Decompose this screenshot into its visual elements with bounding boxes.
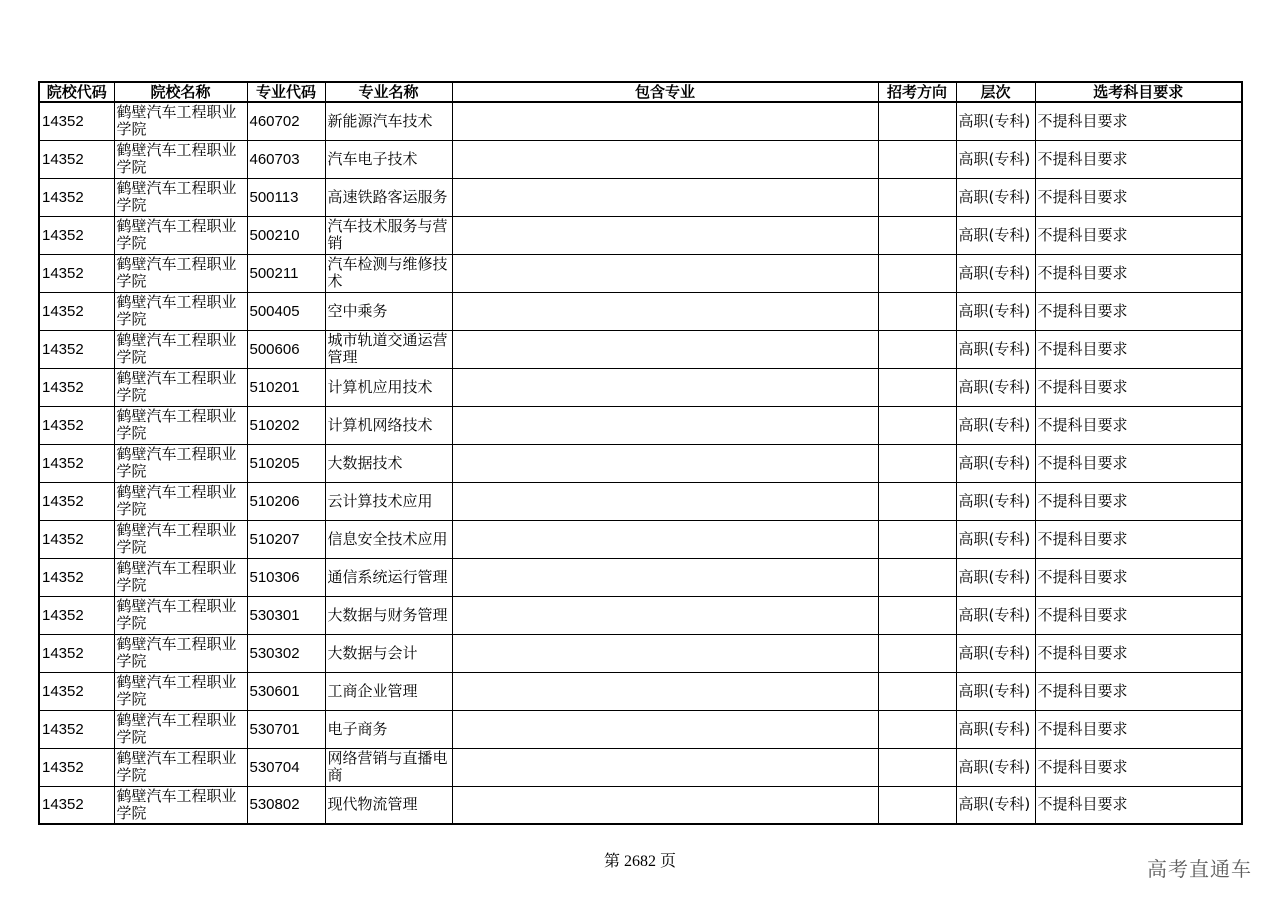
cell-subject-requirement: 不提科目要求 xyxy=(1035,254,1242,292)
cell-major-name: 高速铁路客运服务 xyxy=(325,178,452,216)
cell-school-name: 鹤壁汽车工程职业学院 xyxy=(114,368,247,406)
cell-included-majors xyxy=(452,520,878,558)
cell-major-code: 500113 xyxy=(247,178,325,216)
cell-school-code: 14352 xyxy=(39,254,114,292)
cell-subject-requirement: 不提科目要求 xyxy=(1035,520,1242,558)
table-row xyxy=(39,292,1242,330)
cell-included-majors xyxy=(452,558,878,596)
cell-subject-requirement: 不提科目要求 xyxy=(1035,786,1242,824)
cell-school-name: 鹤壁汽车工程职业学院 xyxy=(114,178,247,216)
cell-included-majors xyxy=(452,710,878,748)
cell-major-code: 530802 xyxy=(247,786,325,824)
cell-direction xyxy=(878,330,956,368)
cell-school-code: 14352 xyxy=(39,102,114,140)
cell-school-name: 鹤壁汽车工程职业学院 xyxy=(114,444,247,482)
cell-major-code: 510206 xyxy=(247,482,325,520)
cell-level: 高职(专科) xyxy=(956,102,1035,140)
cell-subject-requirement: 不提科目要求 xyxy=(1035,710,1242,748)
table-row xyxy=(39,330,1242,368)
cell-major-code: 530301 xyxy=(247,596,325,634)
table-row xyxy=(39,672,1242,710)
cell-direction xyxy=(878,178,956,216)
cell-major-code: 510205 xyxy=(247,444,325,482)
watermark: 高考直通车 xyxy=(1147,857,1252,881)
cell-major-code: 510207 xyxy=(247,520,325,558)
cell-subject-requirement: 不提科目要求 xyxy=(1035,368,1242,406)
cell-included-majors xyxy=(452,634,878,672)
cell-major-code: 510201 xyxy=(247,368,325,406)
header-subject-requirement: 选考科目要求 xyxy=(1035,82,1242,102)
cell-included-majors xyxy=(452,178,878,216)
cell-subject-requirement: 不提科目要求 xyxy=(1035,330,1242,368)
cell-direction xyxy=(878,406,956,444)
header-included-majors: 包含专业 xyxy=(452,82,878,102)
cell-subject-requirement: 不提科目要求 xyxy=(1035,748,1242,786)
cell-school-code: 14352 xyxy=(39,216,114,254)
cell-major-name: 云计算技术应用 xyxy=(325,482,452,520)
cell-subject-requirement: 不提科目要求 xyxy=(1035,672,1242,710)
cell-direction xyxy=(878,368,956,406)
cell-level: 高职(专科) xyxy=(956,254,1035,292)
cell-school-code: 14352 xyxy=(39,368,114,406)
cell-level: 高职(专科) xyxy=(956,748,1035,786)
cell-direction xyxy=(878,254,956,292)
cell-direction xyxy=(878,482,956,520)
table-row xyxy=(39,406,1242,444)
cell-direction xyxy=(878,596,956,634)
cell-school-code: 14352 xyxy=(39,672,114,710)
cell-major-name: 空中乘务 xyxy=(325,292,452,330)
cell-level: 高职(专科) xyxy=(956,178,1035,216)
cell-included-majors xyxy=(452,330,878,368)
cell-school-code: 14352 xyxy=(39,178,114,216)
cell-level: 高职(专科) xyxy=(956,672,1035,710)
cell-major-name: 电子商务 xyxy=(325,710,452,748)
cell-school-code: 14352 xyxy=(39,520,114,558)
cell-direction xyxy=(878,558,956,596)
cell-school-name: 鹤壁汽车工程职业学院 xyxy=(114,140,247,178)
header-major-name: 专业名称 xyxy=(325,82,452,102)
cell-school-name: 鹤壁汽车工程职业学院 xyxy=(114,710,247,748)
header-school-code: 院校代码 xyxy=(39,82,114,102)
cell-major-name: 计算机网络技术 xyxy=(325,406,452,444)
cell-major-name: 大数据技术 xyxy=(325,444,452,482)
cell-school-name: 鹤壁汽车工程职业学院 xyxy=(114,406,247,444)
table-body xyxy=(39,102,1242,824)
cell-level: 高职(专科) xyxy=(956,368,1035,406)
cell-school-name: 鹤壁汽车工程职业学院 xyxy=(114,520,247,558)
cell-major-name: 汽车技术服务与营销 xyxy=(325,216,452,254)
cell-major-name: 汽车电子技术 xyxy=(325,140,452,178)
cell-major-name: 城市轨道交通运营管理 xyxy=(325,330,452,368)
cell-subject-requirement: 不提科目要求 xyxy=(1035,444,1242,482)
cell-major-name: 大数据与会计 xyxy=(325,634,452,672)
majors-table xyxy=(38,81,1243,825)
cell-direction xyxy=(878,140,956,178)
cell-level: 高职(专科) xyxy=(956,482,1035,520)
cell-major-name: 工商企业管理 xyxy=(325,672,452,710)
cell-school-name: 鹤壁汽车工程职业学院 xyxy=(114,748,247,786)
cell-included-majors xyxy=(452,482,878,520)
cell-school-name: 鹤壁汽车工程职业学院 xyxy=(114,330,247,368)
table-row xyxy=(39,216,1242,254)
table-row xyxy=(39,634,1242,672)
header-level: 层次 xyxy=(956,82,1035,102)
cell-included-majors xyxy=(452,672,878,710)
cell-level: 高职(专科) xyxy=(956,406,1035,444)
cell-major-name: 大数据与财务管理 xyxy=(325,596,452,634)
cell-subject-requirement: 不提科目要求 xyxy=(1035,292,1242,330)
cell-major-name: 信息安全技术应用 xyxy=(325,520,452,558)
cell-direction xyxy=(878,748,956,786)
cell-school-name: 鹤壁汽车工程职业学院 xyxy=(114,672,247,710)
cell-included-majors xyxy=(452,368,878,406)
table-row xyxy=(39,254,1242,292)
cell-direction xyxy=(878,102,956,140)
page-number: 第 2682 页 xyxy=(603,853,676,870)
table-row xyxy=(39,558,1242,596)
cell-major-name: 现代物流管理 xyxy=(325,786,452,824)
cell-school-code: 14352 xyxy=(39,596,114,634)
cell-subject-requirement: 不提科目要求 xyxy=(1035,216,1242,254)
cell-subject-requirement: 不提科目要求 xyxy=(1035,406,1242,444)
table-row xyxy=(39,596,1242,634)
cell-included-majors xyxy=(452,102,878,140)
cell-school-code: 14352 xyxy=(39,634,114,672)
cell-direction xyxy=(878,444,956,482)
cell-level: 高职(专科) xyxy=(956,216,1035,254)
cell-school-name: 鹤壁汽车工程职业学院 xyxy=(114,558,247,596)
cell-school-code: 14352 xyxy=(39,710,114,748)
cell-level: 高职(专科) xyxy=(956,786,1035,824)
table-row xyxy=(39,368,1242,406)
cell-major-code: 530601 xyxy=(247,672,325,710)
cell-major-name: 计算机应用技术 xyxy=(325,368,452,406)
table-row xyxy=(39,140,1242,178)
cell-included-majors xyxy=(452,254,878,292)
cell-school-name: 鹤壁汽车工程职业学院 xyxy=(114,786,247,824)
cell-major-code: 510306 xyxy=(247,558,325,596)
cell-included-majors xyxy=(452,596,878,634)
cell-major-code: 460702 xyxy=(247,102,325,140)
cell-school-code: 14352 xyxy=(39,330,114,368)
cell-level: 高职(专科) xyxy=(956,520,1035,558)
cell-subject-requirement: 不提科目要求 xyxy=(1035,178,1242,216)
cell-direction xyxy=(878,710,956,748)
cell-major-code: 510202 xyxy=(247,406,325,444)
cell-level: 高职(专科) xyxy=(956,558,1035,596)
cell-major-name: 新能源汽车技术 xyxy=(325,102,452,140)
cell-subject-requirement: 不提科目要求 xyxy=(1035,482,1242,520)
header-direction: 招考方向 xyxy=(878,82,956,102)
cell-school-code: 14352 xyxy=(39,482,114,520)
cell-major-code: 530302 xyxy=(247,634,325,672)
cell-direction xyxy=(878,520,956,558)
cell-school-code: 14352 xyxy=(39,444,114,482)
cell-major-code: 500606 xyxy=(247,330,325,368)
cell-major-code: 500211 xyxy=(247,254,325,292)
cell-school-code: 14352 xyxy=(39,140,114,178)
cell-subject-requirement: 不提科目要求 xyxy=(1035,140,1242,178)
cell-school-code: 14352 xyxy=(39,748,114,786)
cell-subject-requirement: 不提科目要求 xyxy=(1035,102,1242,140)
table-row xyxy=(39,102,1242,140)
cell-level: 高职(专科) xyxy=(956,596,1035,634)
cell-subject-requirement: 不提科目要求 xyxy=(1035,634,1242,672)
cell-level: 高职(专科) xyxy=(956,634,1035,672)
cell-included-majors xyxy=(452,140,878,178)
table-row xyxy=(39,178,1242,216)
cell-direction xyxy=(878,786,956,824)
cell-level: 高职(专科) xyxy=(956,710,1035,748)
cell-subject-requirement: 不提科目要求 xyxy=(1035,596,1242,634)
cell-major-code: 460703 xyxy=(247,140,325,178)
cell-school-name: 鹤壁汽车工程职业学院 xyxy=(114,292,247,330)
header-major-code: 专业代码 xyxy=(247,82,325,102)
cell-direction xyxy=(878,634,956,672)
cell-level: 高职(专科) xyxy=(956,140,1035,178)
cell-level: 高职(专科) xyxy=(956,444,1035,482)
cell-school-name: 鹤壁汽车工程职业学院 xyxy=(114,634,247,672)
table-row xyxy=(39,710,1242,748)
cell-school-code: 14352 xyxy=(39,558,114,596)
cell-school-code: 14352 xyxy=(39,406,114,444)
header-row xyxy=(39,82,1242,102)
table-row xyxy=(39,482,1242,520)
table-row xyxy=(39,748,1242,786)
cell-level: 高职(专科) xyxy=(956,292,1035,330)
cell-school-name: 鹤壁汽车工程职业学院 xyxy=(114,596,247,634)
cell-direction xyxy=(878,216,956,254)
cell-major-name: 通信系统运行管理 xyxy=(325,558,452,596)
table-row xyxy=(39,444,1242,482)
cell-direction xyxy=(878,292,956,330)
cell-school-code: 14352 xyxy=(39,786,114,824)
cell-major-name: 汽车检测与维修技术 xyxy=(325,254,452,292)
cell-major-name: 网络营销与直播电商 xyxy=(325,748,452,786)
cell-included-majors xyxy=(452,444,878,482)
table-row xyxy=(39,520,1242,558)
cell-included-majors xyxy=(452,216,878,254)
cell-major-code: 530704 xyxy=(247,748,325,786)
cell-school-name: 鹤壁汽车工程职业学院 xyxy=(114,482,247,520)
cell-school-name: 鹤壁汽车工程职业学院 xyxy=(114,254,247,292)
cell-school-name: 鹤壁汽车工程职业学院 xyxy=(114,102,247,140)
cell-school-name: 鹤壁汽车工程职业学院 xyxy=(114,216,247,254)
cell-level: 高职(专科) xyxy=(956,330,1035,368)
cell-major-code: 500210 xyxy=(247,216,325,254)
cell-included-majors xyxy=(452,292,878,330)
cell-school-code: 14352 xyxy=(39,292,114,330)
cell-major-code: 530701 xyxy=(247,710,325,748)
cell-included-majors xyxy=(452,748,878,786)
header-school-name: 院校名称 xyxy=(114,82,247,102)
cell-included-majors xyxy=(452,786,878,824)
cell-included-majors xyxy=(452,406,878,444)
table-row xyxy=(39,786,1242,824)
cell-subject-requirement: 不提科目要求 xyxy=(1035,558,1242,596)
cell-major-code: 500405 xyxy=(247,292,325,330)
cell-direction xyxy=(878,672,956,710)
